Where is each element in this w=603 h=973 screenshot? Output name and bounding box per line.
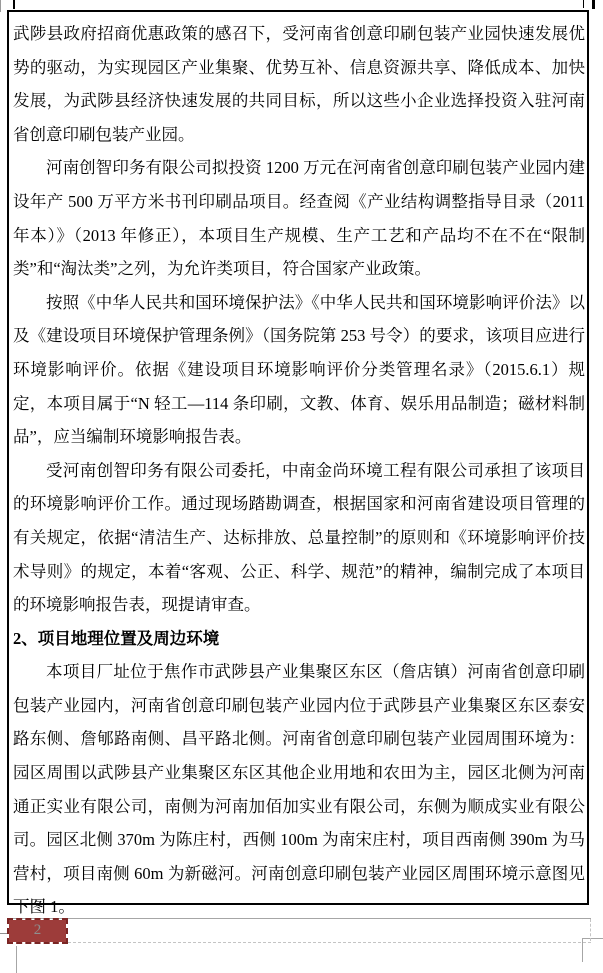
top-right-border-tick [592, 0, 595, 9]
footer-dashed-boundary [68, 942, 591, 943]
footer-left-vertical-line [16, 946, 17, 973]
paragraph-eia-commission: 受河南创智印务有限公司委托，中南金尚环境工程有限公司承担了该项目的环境影响评价工作。通过现场踏勘调查，根据国家和河南省建设项目管理的有关规定，依据“清洁生产、达标排放、总量控制”的原则和《环境影响评价技术导则》的规定，本着“客观、公正、科学、规范”的精神，编制完成了本项目的环境影响报告表，现提请审查。 [13, 460, 585, 615]
paragraph-project-investment: 河南创智印务有限公司拟投资 1200 万元在河南省创意印刷包装产业园内建设年产 500 万平方米书刊印刷品项目。经查阅《产业结构调整指导目录（2011 年本）》（2013 年修正），本项目生产规模、生产工艺和产品均不在不在“限制类”和“淘汰类”之列，为允许类项目，符合国家产业政策。 [13, 158, 585, 279]
top-left-gray-boundary-tick [0, 0, 1, 12]
top-left-table-line-tick [13, 0, 15, 9]
left-margin-tick [0, 933, 7, 934]
paragraph-industrial-park-intro: 武陟县政府招商优惠政策的感召下，受河南省创意印刷包装产业园快速发展优势的驱动，为实现园区产业集聚、优势互补、信息资源共享、降低成本、加快发展，为武陟县经济快速发展的共同目标，所以这些小企业选择投资入驻河南省创意印刷包装产业园。 [13, 24, 585, 144]
top-right-table-line-tick [583, 0, 584, 8]
footer-right-dashed-boundary [590, 919, 591, 941]
paragraph-site-location: 本项目厂址位于焦作市武陟县产业集聚区东区（詹店镇）河南省创意印刷包装产业园内，河南省创意印刷包装产业园内位于武陟县产业集聚区东区泰安路东侧、詹郇路南侧、昌平路北侧。河南省创意印刷包装产业园周围环境为：园区周围以武陟县产业集聚区东区其他企业用地和农田为主，园区北侧为河南通正实业有限公司，南侧为河南加佰加实业有限公司，东侧为顺成实业有限公司。园区北侧 370m 为陈庄村，西侧 100m 为南宋庄村，项目西南侧 390m 为马营村，项目南侧 60m 为新磁河。河南创意印刷包装产业园区周围环境示意图见下图 1。 [13, 662, 585, 917]
page-number-field[interactable]: 2 [7, 918, 68, 944]
footer-boundary-line [7, 918, 591, 919]
margin-corner-mark-vertical [582, 938, 583, 962]
margin-corner-mark-horizontal [582, 938, 603, 939]
section-heading-location: 2、项目地理位置及周边环境 [13, 628, 220, 648]
report-table-cell [7, 10, 589, 917]
paragraph-eia-legal-basis: 按照《中华人民共和国环境保护法》《中华人民共和国环境影响评价法》以及《建设项目环境保护管理条例》（国务院第 253 号令）的要求，该项目应进行环境影响评价。依据《建设项目环境影响评价分类管理名录》（2015.6.1）规定，本项目属于“N 轻工—114 条印刷，文教、体育、娱乐用品制造；磁材料制品”，应当编制环境影响报告表。 [13, 292, 585, 447]
